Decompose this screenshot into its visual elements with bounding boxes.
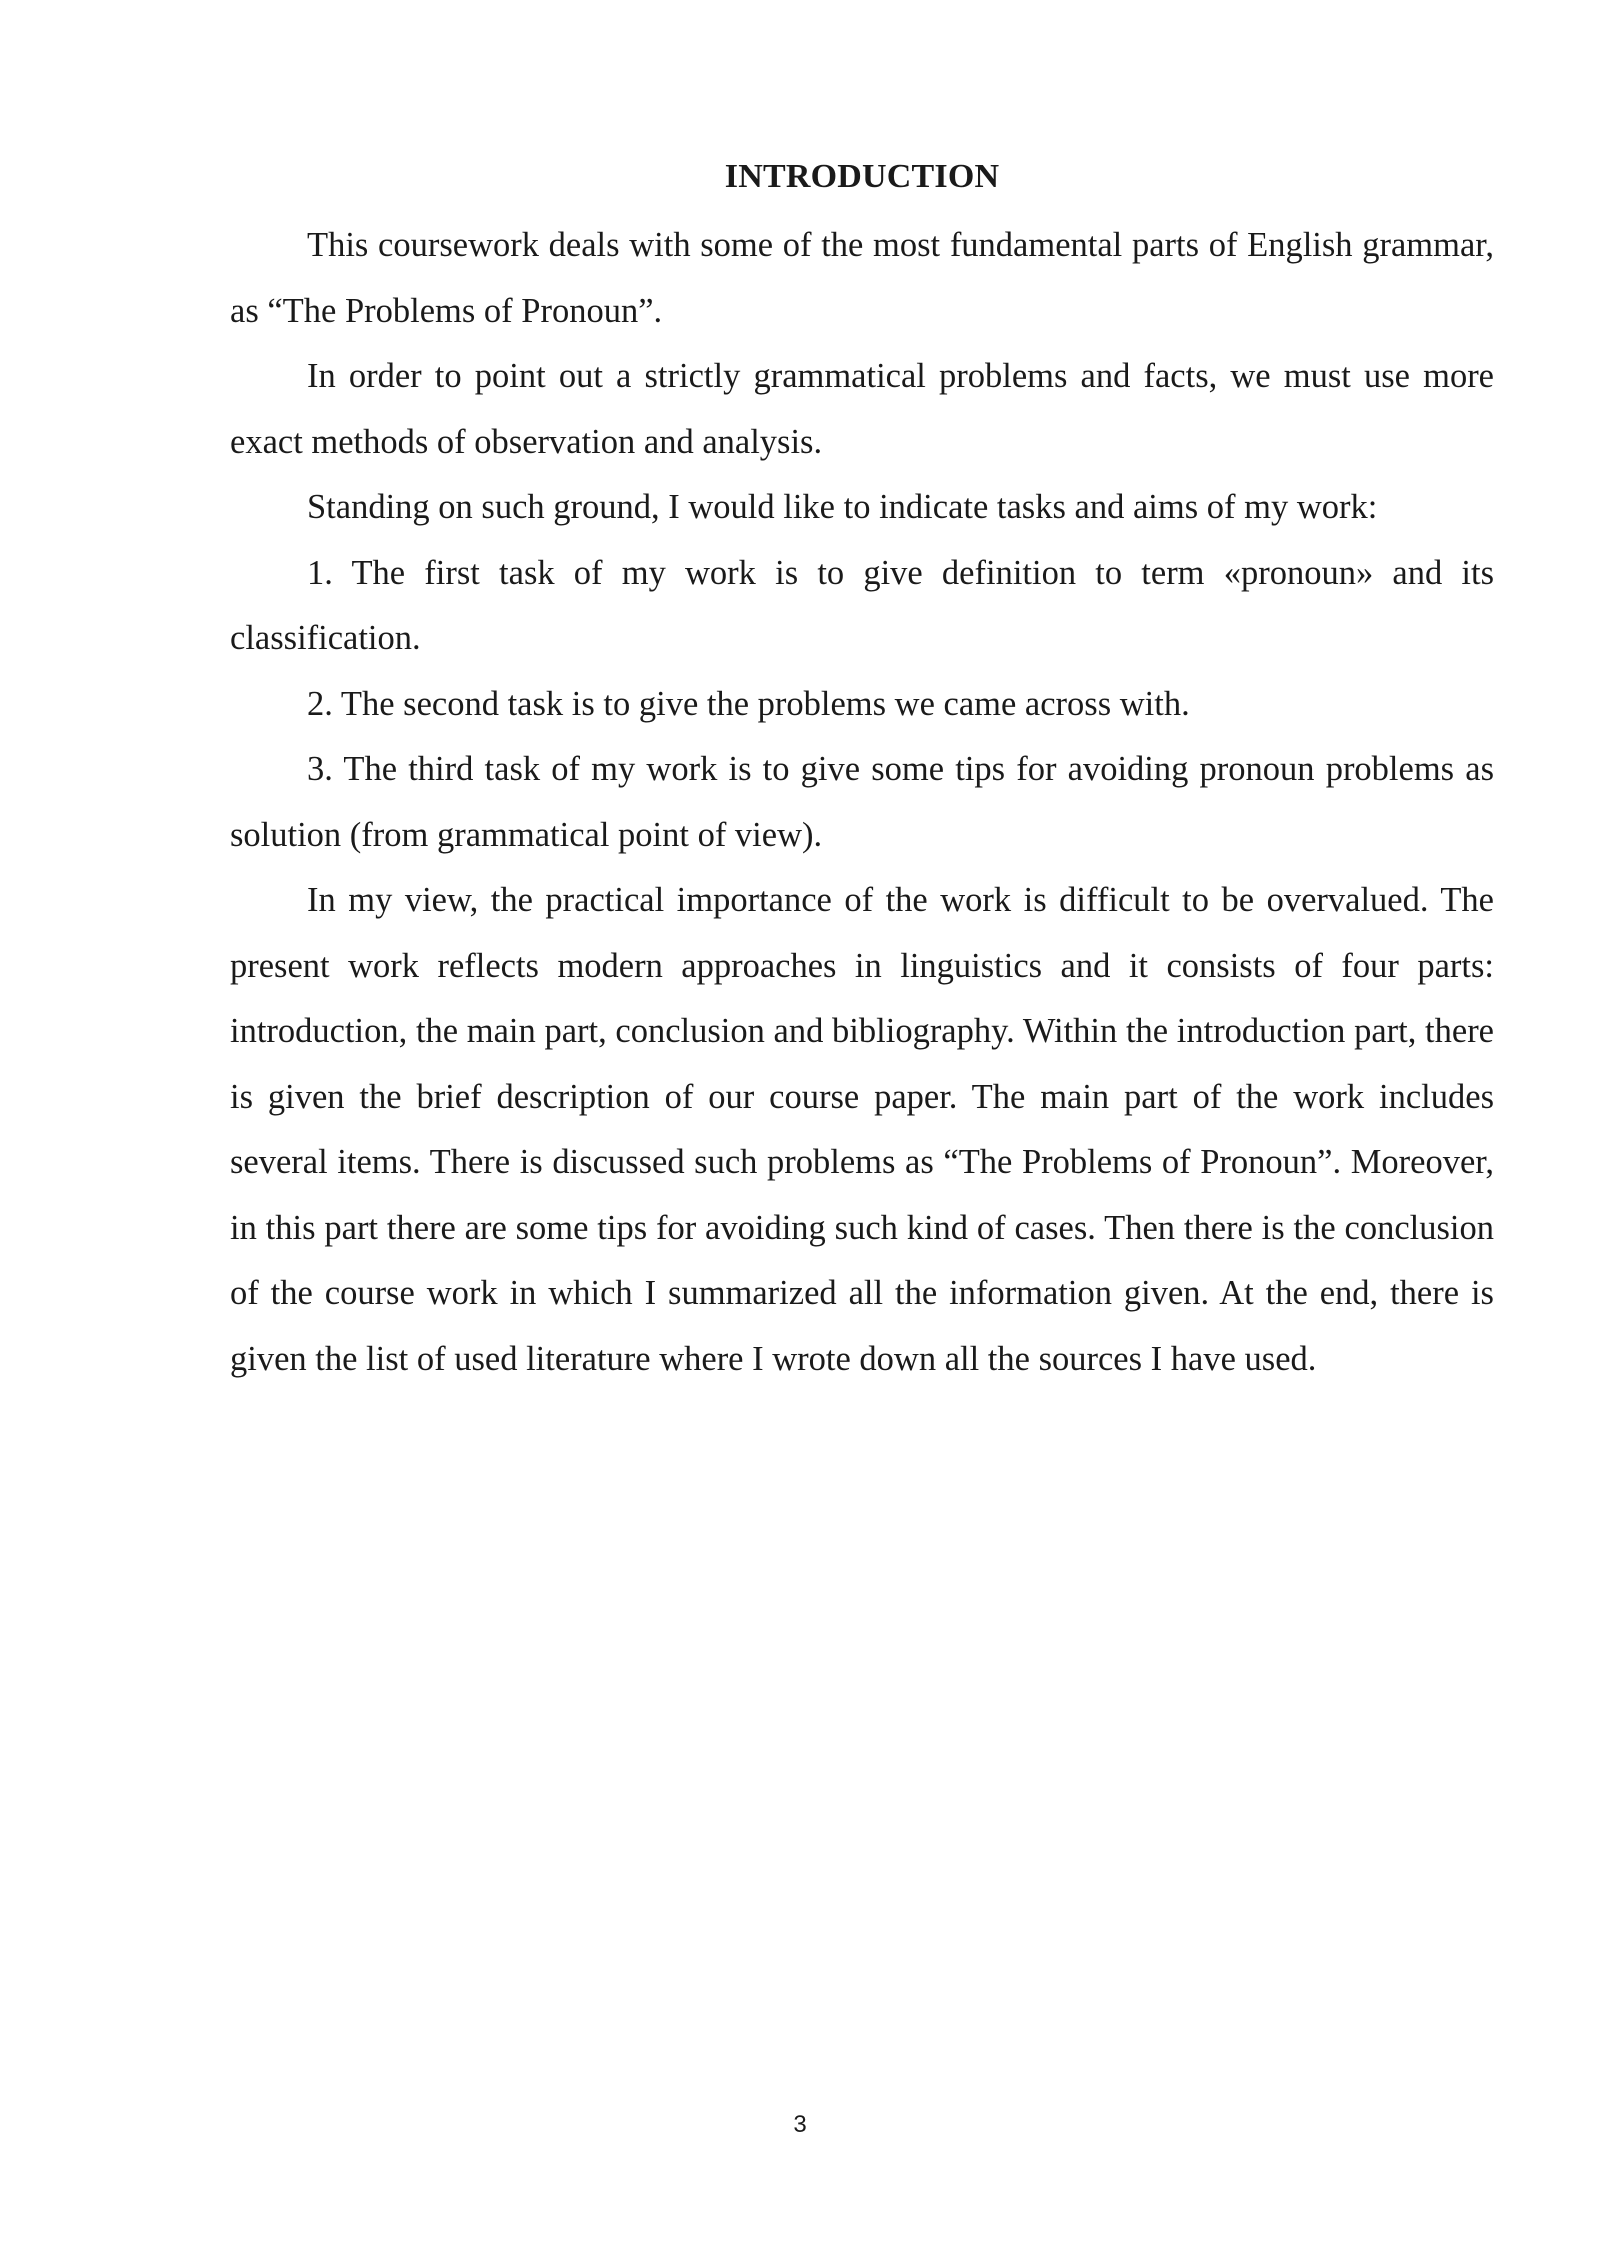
page-number: 3 bbox=[793, 2111, 807, 2138]
paragraph-task-1: 1. The first task of my work is to give definition to term «pronoun» and its classification. bbox=[230, 553, 1494, 657]
section-heading: INTRODUCTION bbox=[724, 158, 1000, 195]
page-content bbox=[230, 148, 1494, 1392]
paragraph-task-3: 3. The third task of my work is to give some tips for avoiding pronoun problems as solution (from grammatical point of view). bbox=[230, 750, 1494, 854]
paragraph-tasks-intro: Standing on such ground, I would like to indicate tasks and aims of my work: bbox=[307, 488, 1378, 526]
paragraph-importance: In my view, the practical importance of the work is difficult to be overvalued. The present work reflects modern approaches in linguistics and it consists of four parts: introduction, the main part, conclusion and bibliography. Within the introduction part, there is given the brief description of our course paper. The main part of the work includes several items. There is discussed such problems as “The Problems of Pronoun”. Moreover, in this part there are some tips for avoiding such kind of cases. Then there is the conclusion of the course work in which I summarized all the information given. At the end, there is given the list of used literature where I wrote down all the sources I have used. bbox=[230, 881, 1494, 1378]
paragraph-task-2: 2. The second task is to give the problems we came across with. bbox=[307, 684, 1190, 723]
paragraph-intro: This coursework deals with some of the most fundamental parts of English grammar, as “The Problems of Pronoun”. bbox=[230, 226, 1494, 330]
paragraph-methods: In order to point out a strictly grammatical problems and facts, we must use more exact methods of observation and analysis. bbox=[230, 357, 1494, 461]
